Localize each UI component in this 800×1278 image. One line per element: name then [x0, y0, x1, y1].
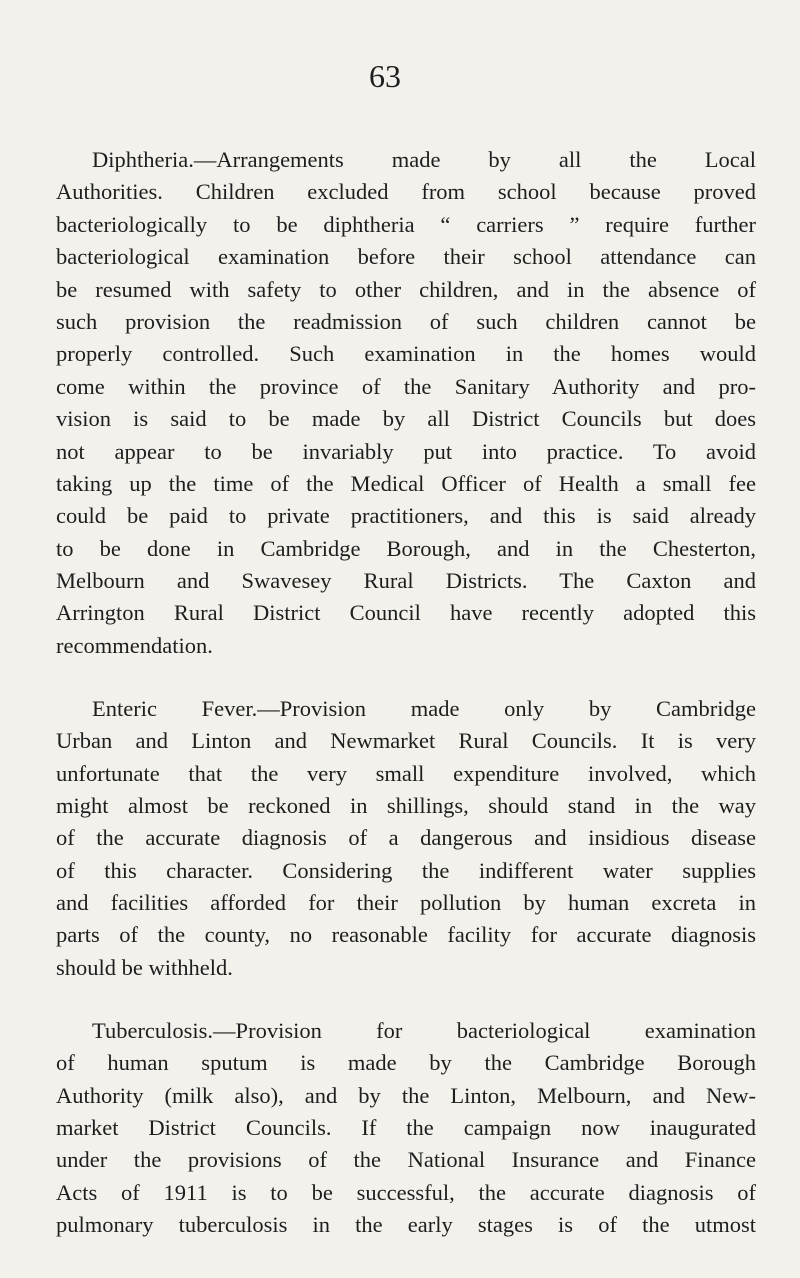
text-line: market District Councils. If the campaign now inaugurated [56, 1114, 756, 1140]
text-line: Melbourn and Swavesey Rural Districts. The Caxton and [56, 568, 756, 594]
page-number [0, 58, 800, 95]
text-line: could be paid to private practitioners, and this is said already [56, 503, 756, 529]
paragraph-enteric-fever [56, 693, 756, 985]
text-line: should be withheld. [56, 954, 233, 980]
text-line: vision is said to be made by all District Councils but does [56, 406, 756, 432]
text-line: Urban and Linton and Newmarket Rural Councils. It is very [56, 728, 756, 754]
paragraph-tuberculosis [56, 1015, 756, 1242]
text-line: bacteriologically to be diphtheria “ carriers ” require further [56, 211, 756, 237]
text-line: Arrington Rural District Council have recently adopted this [56, 600, 756, 626]
text-line: Authorities. Children excluded from school because proved [56, 179, 756, 205]
text-line: Diphtheria.—Arrangements made by all the Local [92, 147, 756, 172]
text-line: of the accurate diagnosis of a dangerous and insidious disease [56, 825, 756, 851]
text-line: and facilities afforded for their pollution by human excreta in [56, 890, 756, 916]
text-line: under the provisions of the National Insurance and Finance [56, 1147, 756, 1173]
body-text [56, 144, 756, 1272]
text-line: Enteric Fever.—Provision made only by Cambridge [92, 695, 756, 721]
text-line: such provision the readmission of such children cannot be [56, 308, 756, 334]
text-line: recommendation. [56, 632, 213, 658]
page-number-text: 63 [369, 58, 401, 94]
text-line: Authority (milk also), and by the Linton, Melbourn, and New- [56, 1082, 756, 1108]
text-line: might almost be reckoned in shillings, should stand in the way [56, 792, 756, 818]
text-line: to be done in Cambridge Borough, and in the Chesterton, [56, 535, 756, 561]
text-line: of human sputum is made by the Cambridge Borough [56, 1050, 756, 1076]
text-line: be resumed with safety to other children, and in the absence of [56, 276, 756, 302]
text-line: come within the province of the Sanitary Authority and pro- [56, 373, 756, 399]
text-line: parts of the county, no reasonable facility for accurate diagnosis [56, 922, 756, 948]
text-line: Tuberculosis.—Provision for bacteriological examination [92, 1017, 756, 1043]
text-line: not appear to be invariably put into practice. To avoid [56, 438, 756, 464]
text-line: properly controlled. Such examination in the homes would [56, 341, 756, 367]
paragraph-diphtheria [56, 144, 756, 662]
text-line: bacteriological examination before their school attendance can [56, 244, 756, 270]
text-line: Acts of 1911 is to be successful, the accurate diagnosis of [56, 1179, 756, 1205]
text-line: of this character. Considering the indifferent water supplies [56, 857, 756, 883]
text-line: unfortunate that the very small expenditure involved, which [56, 760, 756, 786]
text-line: pulmonary tuberculosis in the early stages is of the utmost [56, 1212, 756, 1238]
text-line: taking up the time of the Medical Officer of Health a small fee [56, 470, 756, 496]
